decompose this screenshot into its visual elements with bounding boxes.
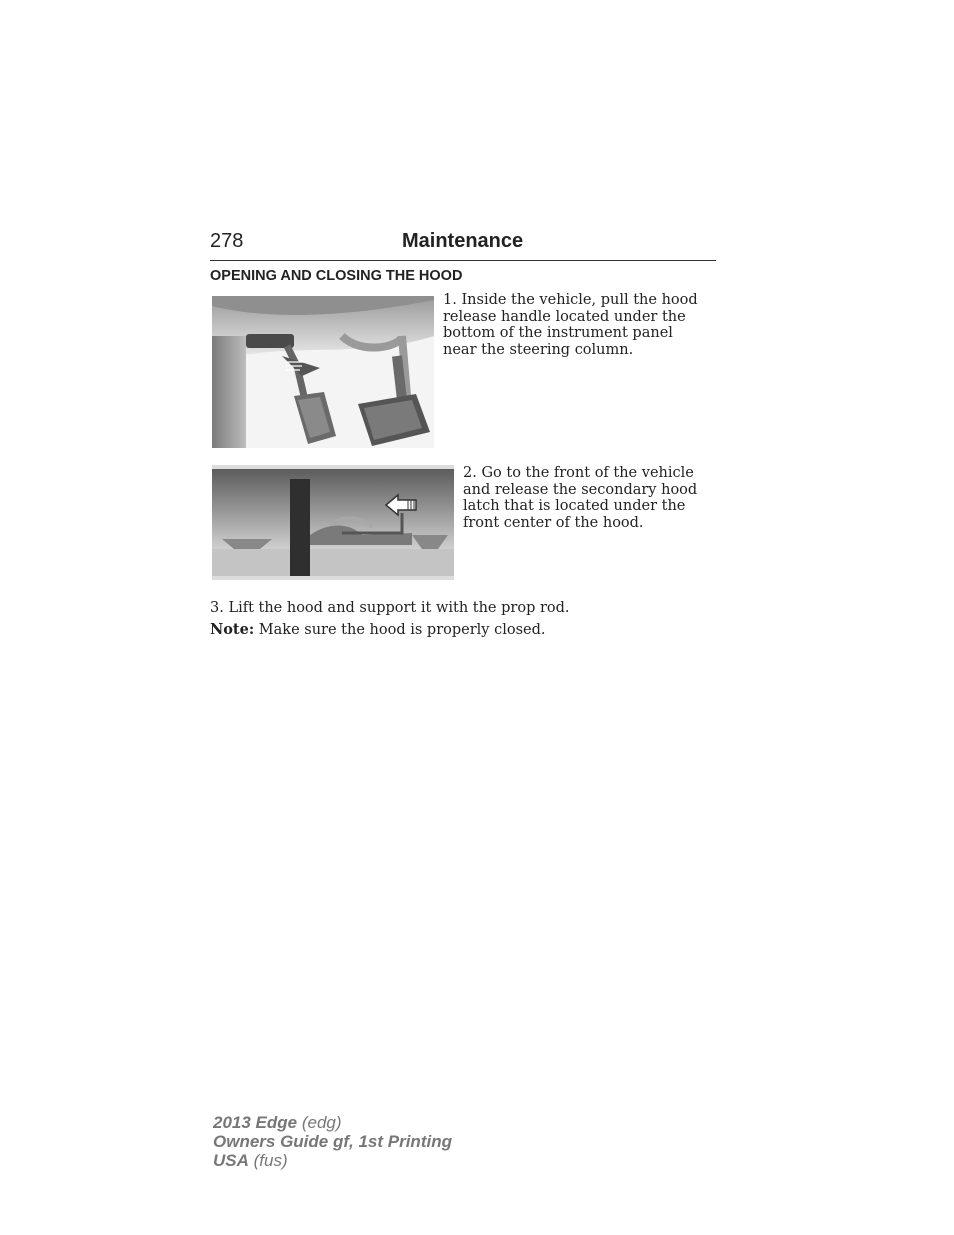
hood-release-pedals-illustration xyxy=(212,296,434,448)
footer-model: 2013 Edge xyxy=(213,1113,298,1132)
step-1-text: 1. Inside the vehicle, pull the hood release handle located under the bottom of the instrument panel near the steering column. xyxy=(443,292,698,358)
secondary-hood-latch-illustration xyxy=(212,465,454,580)
step-2-text: 2. Go to the front of the vehicle and release the secondary hood latch that is located under the front center of the hood. xyxy=(463,465,698,531)
section-title: OPENING AND CLOSING THE HOOD xyxy=(210,268,463,284)
step-3-text: 3. Lift the hood and support it with the prop rod. xyxy=(210,600,570,616)
footer-model-code: (edg) xyxy=(297,1113,342,1132)
footer-guide: Owners Guide gf, 1st Printing xyxy=(213,1132,452,1151)
chapter-title: Maintenance xyxy=(402,230,524,252)
note-text: Make sure the hood is properly closed. xyxy=(254,622,546,638)
page-header xyxy=(210,230,716,261)
page-number: 278 xyxy=(210,230,244,252)
note xyxy=(210,622,720,639)
footer-region: USA xyxy=(213,1151,249,1170)
footer xyxy=(213,1113,452,1170)
footer-region-code: (fus) xyxy=(248,1151,288,1170)
note-label: Note: xyxy=(210,621,255,638)
